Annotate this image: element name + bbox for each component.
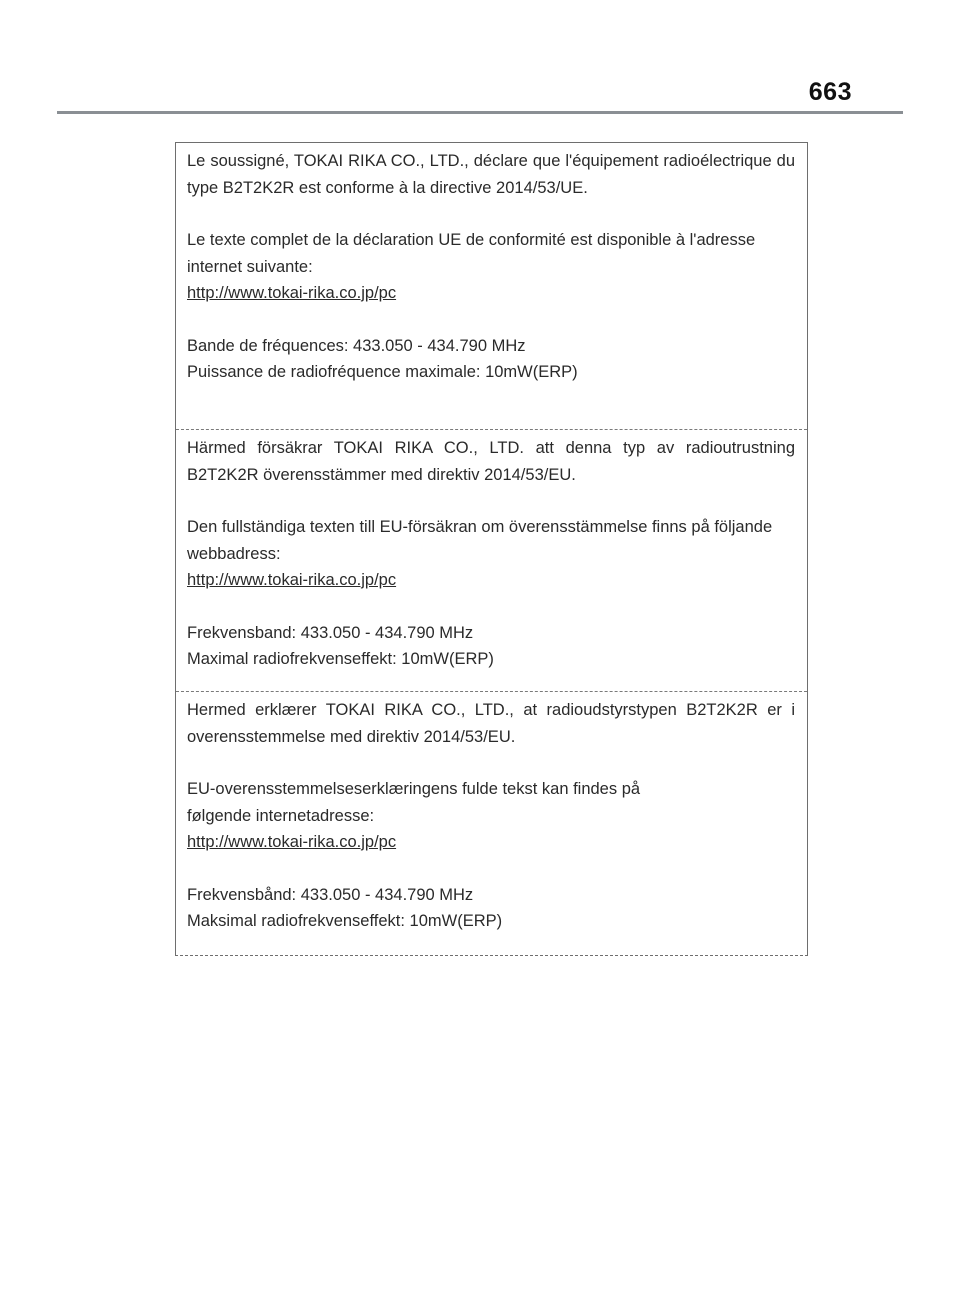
section-french: [176, 143, 807, 429]
spec-block: [187, 333, 795, 386]
availability-label: følgende internetadresse:: [187, 806, 375, 825]
availability-label: Le texte complet de la déclaration UE de conformité est disponible à l'adresse internet suivante:: [187, 231, 756, 276]
frequency-band: Frekvensband: 433.050 - 434.790 MHz: [187, 623, 474, 642]
section-swedish: [176, 429, 807, 691]
availability-text: [187, 227, 795, 307]
page-number: 663: [808, 78, 852, 106]
declaration-link[interactable]: http://www.tokai-rika.co.jp/pc: [187, 284, 397, 302]
spec-block: [187, 620, 795, 673]
declaration-link[interactable]: http://www.tokai-rika.co.jp/pc: [187, 833, 397, 851]
header-rule: [57, 111, 903, 114]
declaration-text: Le soussigné, TOKAI RIKA CO., LTD., déclare que l'équipement radioélectrique du type B2T2K2R est conforme à la directive 2014/53/UE.: [187, 152, 795, 197]
declaration-text: Härmed försäkrar TOKAI RIKA CO., LTD. att denna typ av radioutrustning B2T2K2R överensstämmer med direktiv 2014/53/EU.: [187, 439, 795, 484]
frequency-band: Bande de fréquences: 433.050 - 434.790 MHz: [187, 336, 526, 355]
declaration-box: [175, 142, 808, 956]
frequency-band: Frekvensbånd: 433.050 - 434.790 MHz: [187, 885, 474, 904]
max-power: Maksimal radiofrekvenseffekt: 10mW(ERP): [187, 912, 503, 930]
availability-label: Den fullständiga texten till EU-försäkran om överensstämmelse finns på följande webbadress:: [187, 518, 773, 563]
declaration-link[interactable]: http://www.tokai-rika.co.jp/pc: [187, 571, 397, 589]
availability-text: [187, 776, 795, 856]
availability-label: EU-overensstemmelseserklæringens fulde tekst kan findes på: [187, 780, 641, 798]
max-power: Maximal radiofrekvenseffekt: 10mW(ERP): [187, 650, 494, 668]
spec-block: [187, 882, 795, 935]
section-danish: [176, 691, 807, 955]
declaration-text: Hermed erklærer TOKAI RIKA CO., LTD., at radioudstyrstypen B2T2K2R er i overensstemmelse med direktiv 2014/53/EU.: [187, 701, 795, 746]
availability-text: [187, 514, 795, 594]
max-power: Puissance de radiofréquence maximale: 10mW(ERP): [187, 363, 578, 381]
